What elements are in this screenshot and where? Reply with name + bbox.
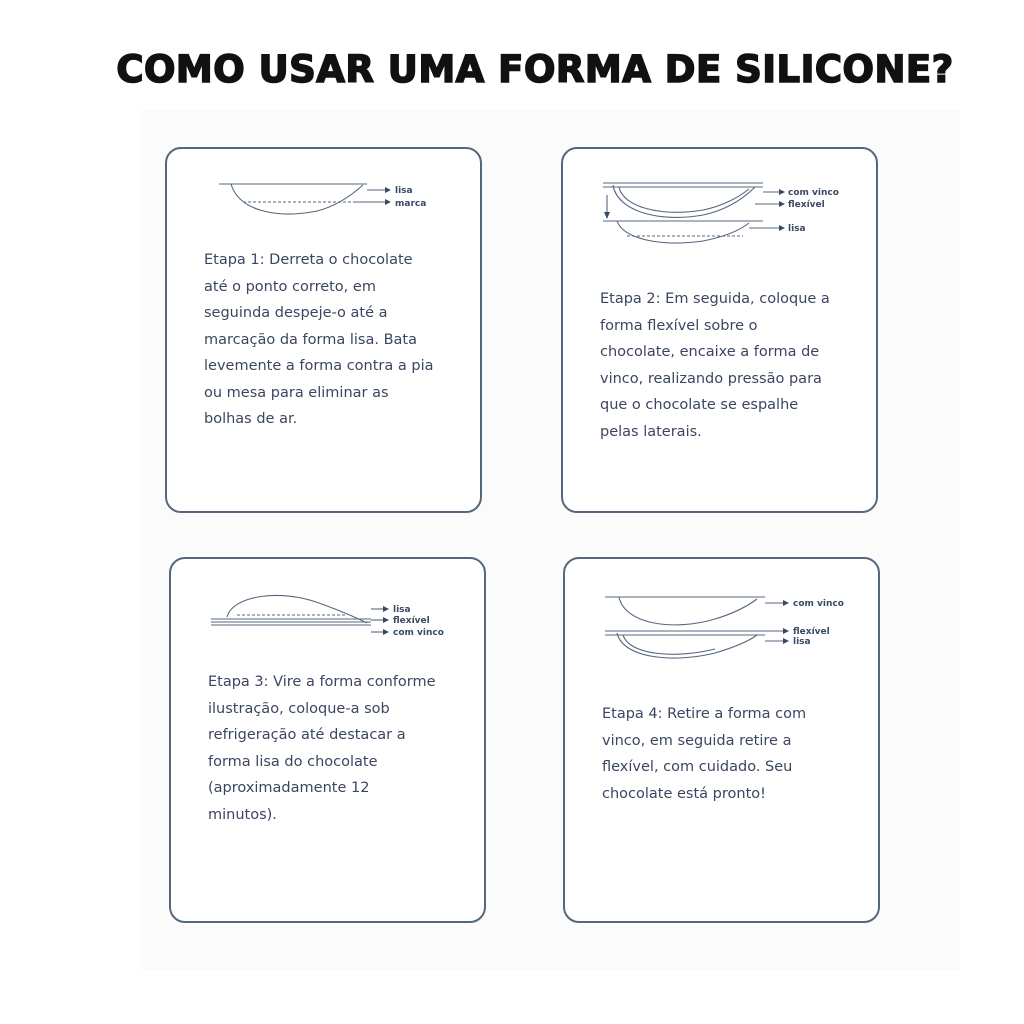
step-4-line: chocolate está pronto! bbox=[602, 785, 766, 802]
step-1-line: levemente a forma contra a pia bbox=[204, 358, 434, 374]
mold-diagram-step-4 bbox=[565, 559, 878, 659]
label-flexivel: flexível bbox=[393, 616, 430, 626]
mold-diagram-step-2 bbox=[563, 149, 876, 249]
step-2-line: chocolate, encaixe a forma de bbox=[600, 344, 820, 360]
mold-diagram-step-1 bbox=[167, 149, 480, 249]
step-2-text bbox=[600, 286, 830, 445]
step-2-line: pelas laterais. bbox=[600, 423, 702, 440]
label-marca: marca bbox=[395, 199, 427, 209]
label-lisa: lisa bbox=[393, 605, 411, 615]
step-3-line: ilustração, coloque-a sob bbox=[208, 700, 390, 717]
step-1-line: seguinda despeje-o até a bbox=[204, 305, 388, 321]
step-2-line: vinco, realizando pressão para bbox=[600, 370, 822, 387]
step-1-line: bolhas de ar. bbox=[204, 411, 298, 427]
step-1-line: até o ponto correto, em bbox=[204, 278, 376, 295]
step-1-text bbox=[204, 247, 434, 433]
step-card-2 bbox=[561, 147, 878, 513]
step-3-line: minutos). bbox=[208, 806, 277, 823]
page-title: COMO USAR UMA FORMA DE SILICONE? bbox=[116, 48, 954, 91]
label-com-vinco: com vinco bbox=[793, 599, 844, 609]
step-4-line: Etapa 4: Retire a forma com bbox=[602, 706, 807, 722]
step-4-text bbox=[602, 701, 806, 807]
label-lisa: lisa bbox=[793, 637, 811, 647]
label-com-vinco: com vinco bbox=[393, 628, 444, 638]
step-4-line: vinco, em seguida retire a bbox=[602, 732, 792, 749]
step-3-line: forma lisa do chocolate bbox=[208, 753, 378, 770]
label-flexivel: flexível bbox=[793, 627, 830, 637]
step-2-line: Etapa 2: Em seguida, coloque a bbox=[600, 291, 830, 307]
step-1-line: ou mesa para eliminar as bbox=[204, 384, 389, 401]
step-4-line: flexível, com cuidado. Seu bbox=[602, 759, 793, 775]
step-3-line: Etapa 3: Vire a forma conforme bbox=[208, 674, 436, 690]
mold-diagram-step-3 bbox=[171, 559, 484, 659]
label-flexivel: flexível bbox=[788, 200, 825, 210]
step-2-line: que o chocolate se espalhe bbox=[600, 397, 799, 413]
label-com-vinco: com vinco bbox=[788, 188, 839, 198]
step-card-3 bbox=[169, 557, 486, 923]
step-card-1 bbox=[165, 147, 482, 513]
step-2-line: forma flexível sobre o bbox=[600, 317, 758, 334]
step-3-line: refrigeração até destacar a bbox=[208, 727, 406, 743]
label-lisa: lisa bbox=[788, 224, 806, 234]
step-3-line: (aproximadamente 12 bbox=[208, 780, 370, 796]
step-card-4 bbox=[563, 557, 880, 923]
step-1-line: marcação da forma lisa. Bata bbox=[204, 331, 417, 348]
step-1-line: Etapa 1: Derreta o chocolate bbox=[204, 252, 413, 268]
label-lisa: lisa bbox=[395, 186, 413, 196]
step-3-text bbox=[208, 669, 436, 828]
